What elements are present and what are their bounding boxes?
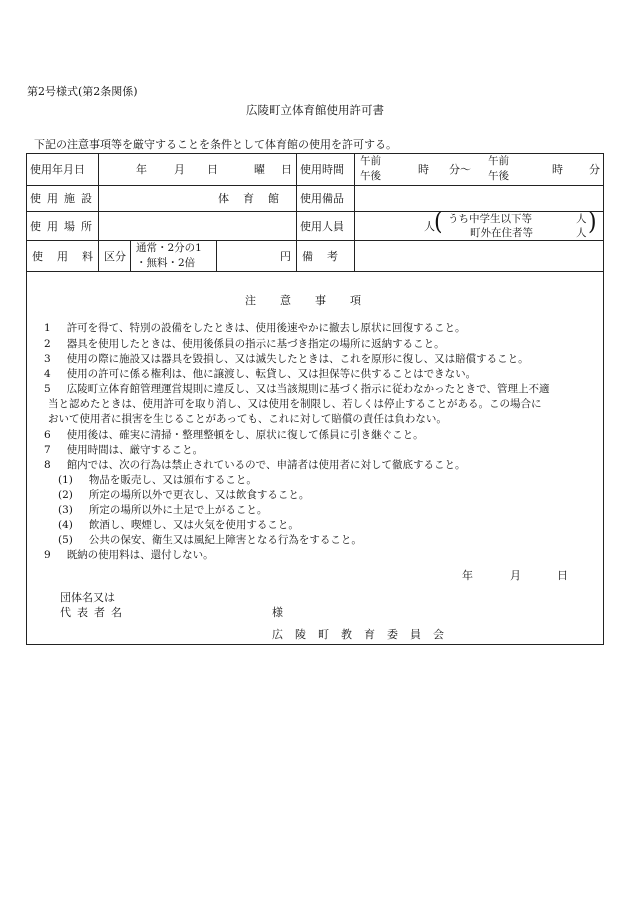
- issue-month-unit: 月: [510, 569, 521, 582]
- col-divider: [354, 153, 355, 271]
- issuer-name: 広陵町教育委員会: [272, 628, 456, 641]
- category-label: 区分: [104, 249, 126, 263]
- note-item: 2 器具を使用したときは、使用後係員の指示に基づき指定の場所に返納すること。: [44, 338, 445, 350]
- weekday-day-unit: 日: [281, 163, 292, 176]
- date-day-unit: 日: [207, 163, 218, 176]
- date-year-unit: 年: [136, 163, 147, 176]
- category-option-line2: ・無料・2倍: [136, 257, 196, 269]
- note-sub-item: (3) 所定の場所以外に土足で上がること。: [58, 504, 268, 516]
- yen-unit: 円: [280, 249, 291, 263]
- note-sub-item: (2) 所定の場所以外で更衣し、又は飲食すること。: [58, 489, 310, 501]
- col-divider: [296, 153, 297, 271]
- start-hour-unit: 時: [418, 163, 429, 176]
- date-month-unit: 月: [174, 163, 185, 176]
- honorific-sama: 様: [272, 606, 283, 619]
- representative-label: 代表者名: [60, 606, 128, 619]
- right-brace: ): [588, 208, 597, 237]
- facility-value: 体育館: [218, 192, 293, 205]
- remarks-label: 備考: [302, 249, 352, 263]
- people-label: 使用人員: [300, 219, 344, 233]
- issue-day-unit: 日: [557, 569, 568, 582]
- usage-date-label: 使用年月日: [30, 163, 85, 176]
- facility-label: 使用施設: [30, 192, 98, 205]
- people-unit: 人: [424, 219, 435, 233]
- outside-label: 町外在住者等: [470, 226, 533, 239]
- outside-unit: 人: [576, 226, 587, 239]
- start-am-option: 午前: [360, 155, 381, 167]
- intro-text: 下記の注意事項等を厳守することを条件として体育館の使用を許可する。: [34, 138, 397, 151]
- note-item: 9 既納の使用料は、還付しない。: [44, 549, 214, 561]
- equipment-label: 使用備品: [300, 192, 344, 205]
- start-minute-unit: 分〜: [449, 163, 471, 176]
- left-brace: (: [434, 208, 443, 237]
- note-item: 7 使用時間は、厳守すること。: [44, 444, 204, 456]
- note-item: 8 館内では、次の行為は禁止されているので、申請者は使用者に対して徹底すること。: [44, 459, 466, 471]
- note-sub-item: (4) 飲酒し、喫煙し、又は火気を使用すること。: [58, 519, 299, 531]
- note-item-continuation: おいて使用者に損害を生じることがあっても、これに対して賠償の責任は負わない。: [48, 413, 447, 425]
- note-item-continuation: 当と認めたときは、使用許可を取り消し、又は使用を制限し、若しくは停止することがある。この場合に: [48, 398, 542, 410]
- col-divider: [216, 240, 217, 271]
- organization-label: 団体名又は: [60, 591, 115, 604]
- weekday-unit: 曜: [254, 163, 265, 176]
- fee-label: 使用料: [32, 249, 107, 263]
- issue-year-unit: 年: [462, 569, 473, 582]
- start-pm-option: 午後: [360, 170, 381, 182]
- notes-title: 注意事項: [245, 294, 385, 307]
- students-unit: 人: [576, 212, 587, 225]
- end-pm-option: 午後: [488, 170, 509, 182]
- col-divider: [130, 240, 131, 271]
- end-hour-unit: 時: [552, 163, 563, 176]
- note-item: 1 許可を得て、特別の設備をしたときは、使用後速やかに撤去し原状に回復すること。: [44, 322, 466, 334]
- note-sub-item: (5) 公共の保安、衛生又は風紀上障害となる行為をすること。: [58, 534, 362, 546]
- usage-time-label: 使用時間: [300, 163, 344, 176]
- category-option-line1: 通常・2分の1: [136, 242, 202, 254]
- document-title: 広陵町立体育館使用許可書: [246, 103, 384, 117]
- note-item: 6 使用後は、確実に清掃・整理整頓をし、原状に復して係員に引き継ぐこと。: [44, 429, 424, 441]
- form-number: 第2号様式(第2条関係): [27, 85, 138, 98]
- students-label: うち中学生以下等: [448, 212, 532, 225]
- note-sub-item: (1) 物品を販売し、又は頒布すること。: [58, 474, 257, 486]
- note-item: 3 使用の際に施設又は器具を毀損し、又は滅失したときは、これを原形に復し、又は賠償すること。: [44, 353, 529, 365]
- note-item: 4 使用の許可に係る権利は、他に譲渡し、転貸し、又は担保等に供することはできない。: [44, 368, 477, 380]
- place-label: 使用場所: [30, 219, 98, 233]
- end-minute-unit: 分: [589, 163, 600, 176]
- row-divider: [26, 271, 604, 272]
- end-am-option: 午前: [488, 155, 509, 167]
- note-item: 5 広陵町立体育館管理運営規則に違反し、又は当該規則に基づく指示に従わなかったときで、管理上不適: [44, 383, 550, 395]
